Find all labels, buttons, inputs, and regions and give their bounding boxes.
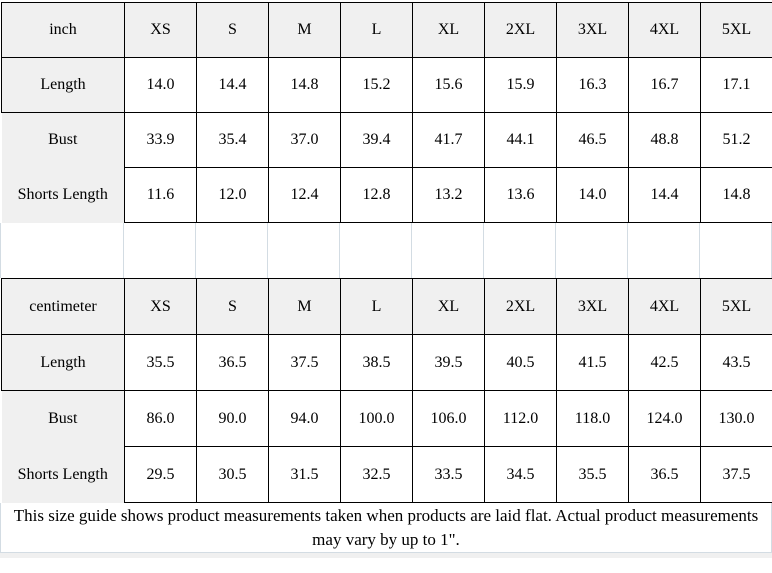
grid-gap-cell <box>484 223 556 278</box>
value-cell: 14.0 <box>125 58 197 113</box>
value-cell: 31.5 <box>269 447 341 503</box>
value-cell: 112.0 <box>485 391 557 447</box>
size-header-cell: M <box>269 3 341 58</box>
value-cell: 90.0 <box>197 391 269 447</box>
value-cell: 33.5 <box>413 447 485 503</box>
value-cell: 35.5 <box>557 447 629 503</box>
table-header-row <box>2 279 772 335</box>
table-row-shorts-length <box>2 447 772 503</box>
row-label-cell: Shorts Length <box>2 447 125 503</box>
table-row-bust <box>2 391 772 447</box>
size-header-cell: 4XL <box>629 279 701 335</box>
value-cell: 12.0 <box>197 168 269 223</box>
table-row-length <box>2 58 772 113</box>
value-cell: 37.5 <box>269 335 341 391</box>
value-cell: 33.9 <box>125 113 197 168</box>
grid-gap-cell <box>628 223 700 278</box>
value-cell: 14.8 <box>269 58 341 113</box>
value-cell: 44.1 <box>485 113 557 168</box>
size-guide <box>0 2 772 573</box>
value-cell: 29.5 <box>125 447 197 503</box>
table-row-shorts-length <box>2 168 772 223</box>
value-cell: 36.5 <box>629 447 701 503</box>
table-header-row <box>2 3 772 58</box>
value-cell: 36.5 <box>197 335 269 391</box>
size-guide-note <box>0 503 772 553</box>
value-cell: 40.5 <box>485 335 557 391</box>
size-header-cell: XS <box>125 279 197 335</box>
value-cell: 32.5 <box>341 447 413 503</box>
grid-gap-cell <box>700 223 772 278</box>
value-cell: 38.5 <box>341 335 413 391</box>
value-cell: 12.4 <box>269 168 341 223</box>
size-header-cell: 3XL <box>557 3 629 58</box>
value-cell: 14.4 <box>629 168 701 223</box>
size-header-cell: XL <box>413 3 485 58</box>
size-header-cell: S <box>197 279 269 335</box>
value-cell: 46.5 <box>557 113 629 168</box>
row-label-cell: Bust <box>2 391 125 447</box>
value-cell: 30.5 <box>197 447 269 503</box>
grid-gap-cell <box>268 223 340 278</box>
value-cell: 86.0 <box>125 391 197 447</box>
value-cell: 12.8 <box>341 168 413 223</box>
grid-gap-cell <box>1 223 124 278</box>
grid-gap-cell <box>412 223 484 278</box>
size-guide-note-line1: This size guide shows product measurements taken when products are laid flat. Actual product measurements <box>14 504 758 528</box>
value-cell: 15.9 <box>485 58 557 113</box>
size-header-cell: 4XL <box>629 3 701 58</box>
value-cell: 17.1 <box>701 58 772 113</box>
value-cell: 14.8 <box>701 168 772 223</box>
value-cell: 14.0 <box>557 168 629 223</box>
size-header-cell: 2XL <box>485 279 557 335</box>
value-cell: 124.0 <box>629 391 701 447</box>
size-header-cell: 2XL <box>485 3 557 58</box>
table-row-bust <box>2 113 772 168</box>
value-cell: 39.5 <box>413 335 485 391</box>
value-cell: 16.3 <box>557 58 629 113</box>
value-cell: 51.2 <box>701 113 772 168</box>
value-cell: 118.0 <box>557 391 629 447</box>
value-cell: 106.0 <box>413 391 485 447</box>
grid-gap-cell <box>124 223 196 278</box>
row-label-cell: Bust <box>2 113 125 168</box>
value-cell: 37.5 <box>701 447 772 503</box>
size-guide-note-line2: may vary by up to 1". <box>312 528 460 552</box>
grid-gap-cell <box>340 223 412 278</box>
value-cell: 94.0 <box>269 391 341 447</box>
size-header-cell: L <box>341 3 413 58</box>
centimeter-size-table <box>1 278 772 503</box>
row-label-cell: Length <box>2 58 125 113</box>
value-cell: 39.4 <box>341 113 413 168</box>
table-row-length <box>2 335 772 391</box>
value-cell: 43.5 <box>701 335 772 391</box>
value-cell: 48.8 <box>629 113 701 168</box>
value-cell: 100.0 <box>341 391 413 447</box>
size-header-cell: XL <box>413 279 485 335</box>
size-header-cell: M <box>269 279 341 335</box>
unit-header-cell: centimeter <box>2 279 125 335</box>
size-header-cell: XS <box>125 3 197 58</box>
size-header-cell: 5XL <box>701 279 772 335</box>
value-cell: 41.7 <box>413 113 485 168</box>
size-header-cell: L <box>341 279 413 335</box>
value-cell: 35.4 <box>197 113 269 168</box>
value-cell: 16.7 <box>629 58 701 113</box>
value-cell: 42.5 <box>629 335 701 391</box>
value-cell: 41.5 <box>557 335 629 391</box>
bottom-strip <box>0 553 772 558</box>
row-label-cell: Shorts Length <box>2 168 125 223</box>
size-header-cell: 5XL <box>701 3 772 58</box>
value-cell: 37.0 <box>269 113 341 168</box>
inch-size-table <box>1 2 772 223</box>
grid-gap <box>0 223 772 278</box>
value-cell: 34.5 <box>485 447 557 503</box>
size-header-cell: 3XL <box>557 279 629 335</box>
grid-gap-cell <box>556 223 628 278</box>
value-cell: 14.4 <box>197 58 269 113</box>
value-cell: 11.6 <box>125 168 197 223</box>
value-cell: 35.5 <box>125 335 197 391</box>
value-cell: 13.2 <box>413 168 485 223</box>
value-cell: 15.6 <box>413 58 485 113</box>
value-cell: 15.2 <box>341 58 413 113</box>
unit-header-cell: inch <box>2 3 125 58</box>
value-cell: 13.6 <box>485 168 557 223</box>
size-header-cell: S <box>197 3 269 58</box>
row-label-cell: Length <box>2 335 125 391</box>
grid-gap-cell <box>196 223 268 278</box>
value-cell: 130.0 <box>701 391 772 447</box>
